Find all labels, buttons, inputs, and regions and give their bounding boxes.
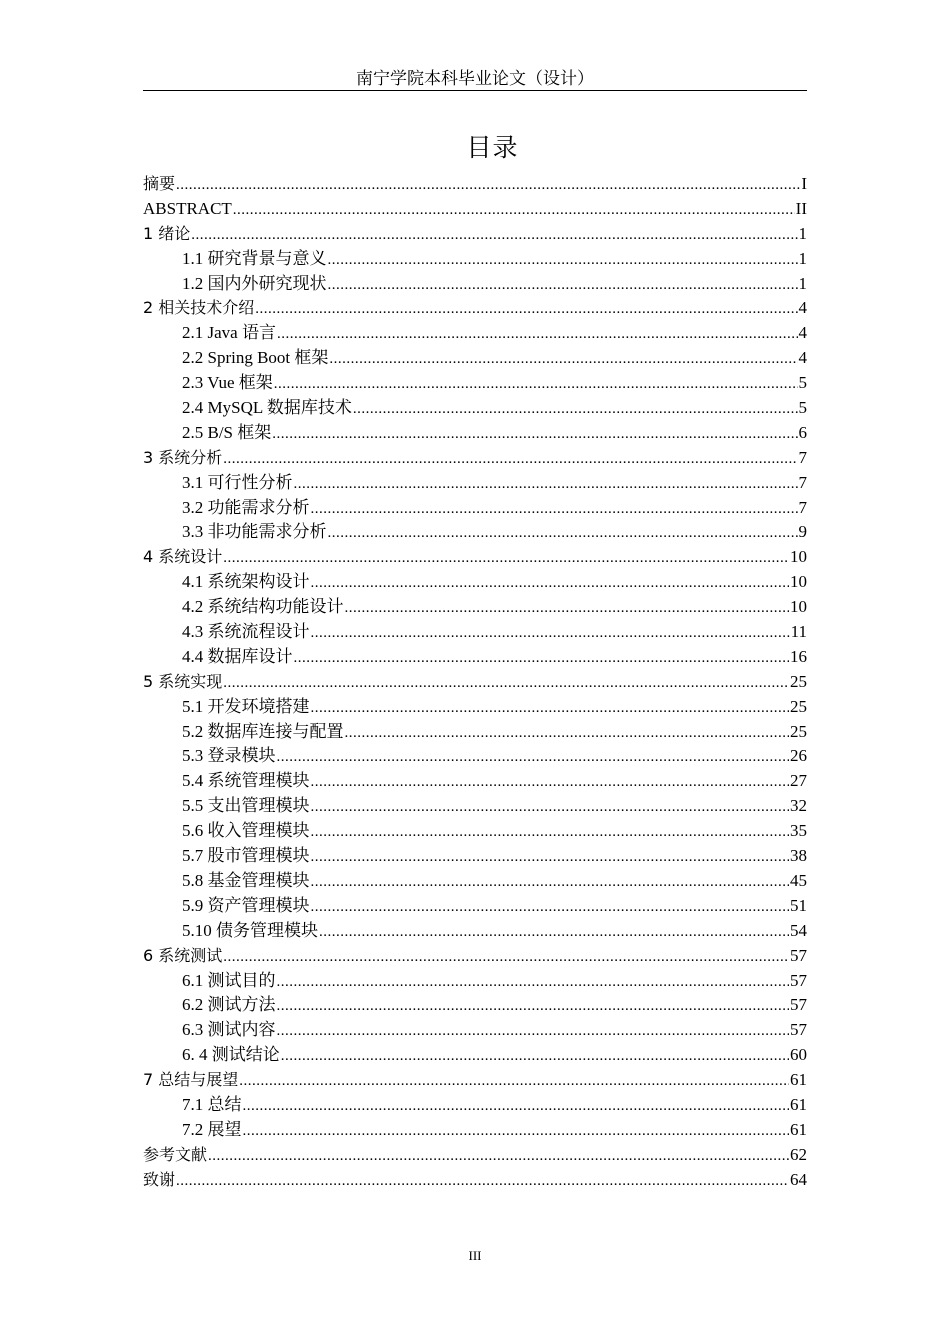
toc-entry-label: 5.3 登录模块 xyxy=(182,746,276,766)
toc-entry-label: 2.1 Java 语言 xyxy=(182,323,276,343)
toc-entry[interactable] xyxy=(143,1043,807,1068)
toc-entry-label: 7.1 总结 xyxy=(182,1094,242,1114)
toc-entry-label: 5.7 股市管理模块 xyxy=(182,846,310,866)
toc-entry[interactable] xyxy=(143,869,807,894)
toc-entry-page: 27 xyxy=(790,771,807,791)
toc-entry-page: 32 xyxy=(790,796,807,816)
toc-entry-label: 5.6 收入管理模块 xyxy=(182,821,310,841)
toc-entry-label: 参考文献 xyxy=(143,1144,208,1164)
toc-entry[interactable] xyxy=(143,321,807,346)
toc-entry-page: 16 xyxy=(790,646,807,666)
toc-entry[interactable] xyxy=(143,744,807,769)
toc-entry-page: 6 xyxy=(798,422,807,442)
toc-entry-page: 25 xyxy=(790,721,807,741)
toc-leader-dots xyxy=(223,447,797,472)
toc-entry[interactable] xyxy=(143,894,807,919)
toc-leader-dots xyxy=(223,671,789,696)
toc-leader-dots xyxy=(255,297,797,322)
toc-entry-page: 54 xyxy=(790,920,807,940)
toc-leader-dots xyxy=(274,372,798,397)
toc-entry-label: 2.2 Spring Boot 框架 xyxy=(182,348,329,368)
toc-entry[interactable] xyxy=(143,695,807,720)
toc-entry-page: 35 xyxy=(790,821,807,841)
toc-entry-label: 2 相关技术介绍 xyxy=(143,298,255,318)
toc-entry[interactable] xyxy=(143,794,807,819)
toc-leader-dots xyxy=(223,546,789,571)
toc-entry[interactable] xyxy=(143,1143,807,1168)
toc-entry[interactable] xyxy=(143,371,807,396)
toc-leader-dots xyxy=(191,223,797,248)
toc-leader-dots xyxy=(277,970,790,995)
toc-entry-label: 5.5 支出管理模块 xyxy=(182,796,310,816)
page-number: III xyxy=(468,1248,482,1263)
toc-entry[interactable] xyxy=(143,396,807,421)
toc-entry[interactable] xyxy=(143,819,807,844)
toc-entry-page: 57 xyxy=(790,970,807,990)
toc-entry[interactable] xyxy=(143,1068,807,1093)
toc-entry[interactable] xyxy=(143,471,807,496)
toc-entry-page: 5 xyxy=(798,398,807,418)
toc-entry-label: 1 绪论 xyxy=(143,223,191,243)
toc-entry-page: 4 xyxy=(798,298,807,318)
toc-entry-label: 4.4 数据库设计 xyxy=(182,646,293,666)
toc-leader-dots xyxy=(311,845,790,870)
toc-entry[interactable] xyxy=(143,1093,807,1118)
toc-entry-label: 7.2 展望 xyxy=(182,1119,242,1139)
toc-entry-page: 7 xyxy=(798,472,807,492)
toc-entry[interactable] xyxy=(143,944,807,969)
toc-leader-dots xyxy=(281,1044,789,1069)
toc-entry-page: 51 xyxy=(790,895,807,915)
toc-leader-dots xyxy=(345,721,790,746)
toc-entry-label: 3.3 非功能需求分析 xyxy=(182,522,327,542)
toc-entry-page: 11 xyxy=(790,622,807,642)
toc-leader-dots xyxy=(272,422,797,447)
toc-entry[interactable] xyxy=(143,520,807,545)
toc-leader-dots xyxy=(329,347,797,372)
toc-entry[interactable] xyxy=(143,919,807,944)
toc-entry[interactable] xyxy=(143,1118,807,1143)
toc-entry[interactable] xyxy=(143,570,807,595)
toc-entry-label: 4 系统设计 xyxy=(143,547,223,567)
toc-leader-dots xyxy=(328,521,798,546)
toc-leader-dots xyxy=(176,1169,789,1194)
toc-entry[interactable] xyxy=(143,247,807,272)
toc-entry-label: ABSTRACT xyxy=(143,198,232,218)
toc-entry-label: 6.3 测试内容 xyxy=(182,1020,276,1040)
toc-entry-page: II xyxy=(795,198,807,218)
toc-entry-label: 2.5 B/S 框架 xyxy=(182,422,272,442)
toc-entry-label: 2.4 MySQL 数据库技术 xyxy=(182,398,352,418)
toc-entry-label: 6 系统测试 xyxy=(143,945,223,965)
toc-entry-page: 57 xyxy=(790,1020,807,1040)
toc-leader-dots xyxy=(311,571,790,596)
toc-entry-page: 9 xyxy=(798,522,807,542)
toc-entry-label: 7 总结与展望 xyxy=(143,1070,239,1090)
toc-title: 目录 xyxy=(466,133,519,162)
toc-entry-page: 38 xyxy=(790,846,807,866)
toc-entry-page: 61 xyxy=(790,1119,807,1139)
toc-entry-label: 致谢 xyxy=(143,1169,176,1189)
toc-entry-page: 45 xyxy=(790,870,807,890)
toc-entry[interactable] xyxy=(143,645,807,670)
toc-leader-dots xyxy=(311,621,790,646)
toc-entry-page: 7 xyxy=(798,447,807,467)
toc-leader-dots xyxy=(243,1119,790,1144)
toc-entry[interactable] xyxy=(143,446,807,471)
toc-entry-page: 10 xyxy=(790,572,807,592)
toc-leader-dots xyxy=(277,1019,790,1044)
toc-entry[interactable] xyxy=(143,545,807,570)
toc-leader-dots xyxy=(294,646,790,671)
toc-leader-dots xyxy=(294,472,798,497)
toc-entry-label: 3 系统分析 xyxy=(143,447,223,467)
toc-entry-page: 10 xyxy=(790,547,807,567)
toc-entry[interactable] xyxy=(143,172,807,197)
toc-leader-dots xyxy=(277,745,790,770)
toc-entry-label: 5 系统实现 xyxy=(143,671,223,691)
toc-entry[interactable] xyxy=(143,595,807,620)
toc-leader-dots xyxy=(223,945,789,970)
toc-entry[interactable] xyxy=(143,1168,807,1193)
toc-entry[interactable] xyxy=(143,720,807,745)
toc-entry-label: 5.10 债务管理模块 xyxy=(182,920,318,940)
toc-entry[interactable] xyxy=(143,670,807,695)
toc-entry[interactable] xyxy=(143,769,807,794)
toc-entry[interactable] xyxy=(143,421,807,446)
toc-leader-dots xyxy=(311,895,790,920)
toc-entry-page: 1 xyxy=(798,223,807,243)
toc-entry-page: 1 xyxy=(798,273,807,293)
toc-entry-label: 6. 4 测试结论 xyxy=(182,1045,280,1065)
toc-entry[interactable] xyxy=(143,969,807,994)
toc-entry-label: 6.2 测试方法 xyxy=(182,995,276,1015)
toc-entry-label: 4.1 系统架构设计 xyxy=(182,572,310,592)
toc-entry-page: 7 xyxy=(798,497,807,517)
toc-leader-dots xyxy=(311,696,790,721)
toc-entry-label: 3.2 功能需求分析 xyxy=(182,497,310,517)
toc-entry-page: 25 xyxy=(790,671,807,691)
toc-entry-label: 1.1 研究背景与意义 xyxy=(182,248,327,268)
toc-leader-dots xyxy=(243,1094,790,1119)
toc-leader-dots xyxy=(239,1069,789,1094)
toc-entry[interactable] xyxy=(143,296,807,321)
toc-entry-page: I xyxy=(801,174,807,193)
toc-leader-dots xyxy=(277,994,790,1019)
toc-entry[interactable] xyxy=(143,620,807,645)
toc-leader-dots xyxy=(176,173,800,198)
toc-leader-dots xyxy=(233,198,795,223)
table-of-contents xyxy=(143,172,807,1193)
toc-leader-dots xyxy=(311,820,790,845)
toc-entry-page: 57 xyxy=(790,995,807,1015)
toc-entry-page: 5 xyxy=(798,373,807,393)
toc-leader-dots xyxy=(345,596,790,621)
toc-entry[interactable] xyxy=(143,222,807,247)
toc-entry-page: 57 xyxy=(790,945,807,965)
toc-leader-dots xyxy=(311,870,790,895)
toc-leader-dots xyxy=(353,397,798,422)
toc-entry[interactable] xyxy=(143,993,807,1018)
toc-entry-page: 64 xyxy=(790,1169,807,1189)
toc-leader-dots xyxy=(311,795,790,820)
toc-entry-label: 5.9 资产管理模块 xyxy=(182,895,310,915)
toc-leader-dots xyxy=(311,770,790,795)
toc-entry-label: 摘要 xyxy=(143,174,176,193)
toc-entry-page: 60 xyxy=(790,1045,807,1065)
toc-entry-page: 26 xyxy=(790,746,807,766)
toc-entry-page: 61 xyxy=(790,1094,807,1114)
toc-entry-label: 4.2 系统结构功能设计 xyxy=(182,597,344,617)
toc-entry-page: 4 xyxy=(798,348,807,368)
toc-entry[interactable] xyxy=(143,1018,807,1043)
toc-entry-page: 61 xyxy=(790,1070,807,1090)
toc-entry-page: 10 xyxy=(790,597,807,617)
toc-entry-page: 1 xyxy=(798,248,807,268)
toc-entry[interactable] xyxy=(143,272,807,297)
toc-leader-dots xyxy=(328,273,798,298)
toc-entry-label: 5.1 开发环境搭建 xyxy=(182,696,310,716)
toc-entry[interactable] xyxy=(143,496,807,521)
toc-entry[interactable] xyxy=(143,844,807,869)
toc-entry-page: 62 xyxy=(790,1144,807,1164)
toc-leader-dots xyxy=(277,322,798,347)
toc-entry-label: 5.4 系统管理模块 xyxy=(182,771,310,791)
toc-entry-label: 4.3 系统流程设计 xyxy=(182,622,310,642)
toc-entry-page: 4 xyxy=(798,323,807,343)
toc-entry-label: 6.1 测试目的 xyxy=(182,970,276,990)
toc-entry-label: 3.1 可行性分析 xyxy=(182,472,293,492)
running-header: 南宁学院本科毕业论文（设计） xyxy=(143,68,807,91)
toc-entry-label: 5.2 数据库连接与配置 xyxy=(182,721,344,741)
toc-entry[interactable] xyxy=(143,197,807,222)
toc-leader-dots xyxy=(319,920,789,945)
toc-entry-label: 2.3 Vue 框架 xyxy=(182,373,273,393)
toc-leader-dots xyxy=(328,248,798,273)
toc-leader-dots xyxy=(311,497,798,522)
toc-entry[interactable] xyxy=(143,346,807,371)
toc-entry-label: 5.8 基金管理模块 xyxy=(182,870,310,890)
toc-entry-page: 25 xyxy=(790,696,807,716)
toc-leader-dots xyxy=(208,1144,789,1169)
toc-entry-label: 1.2 国内外研究现状 xyxy=(182,273,327,293)
